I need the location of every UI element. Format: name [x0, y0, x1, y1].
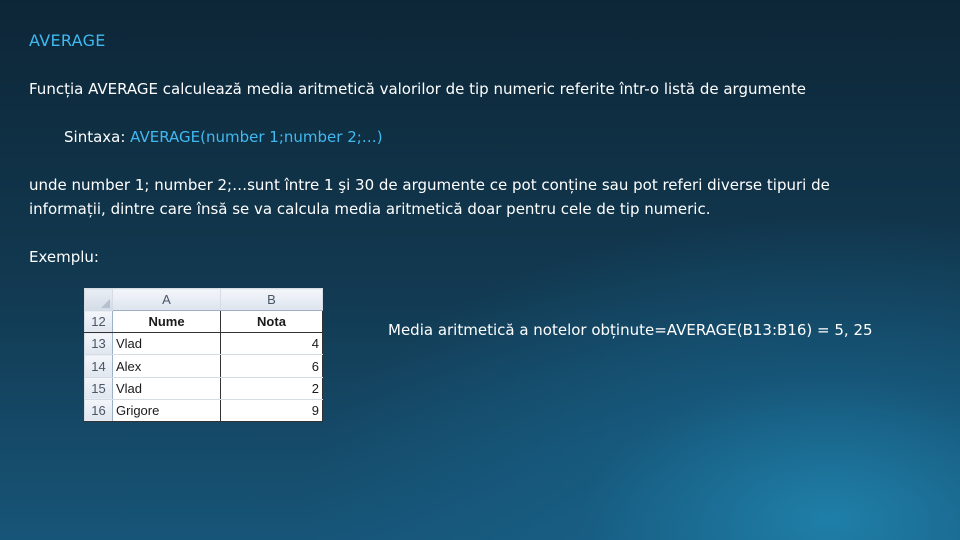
syntax-formula: AVERAGE(number 1;number 2;…) [130, 128, 383, 146]
row-number: 13 [85, 333, 113, 355]
row-number: 14 [85, 355, 113, 377]
average-result: Media aritmetică a notelor obținute=AVERAGE(B13:B16) = 5, 25 [388, 321, 873, 339]
cell-name: Vlad [113, 377, 221, 399]
cell-value: 2 [221, 377, 323, 399]
table-header-row [85, 311, 323, 333]
row-number: 15 [85, 377, 113, 399]
column-header-b: B [221, 289, 323, 311]
cell-value: 9 [221, 399, 323, 421]
header-cell-value: Nota [221, 311, 323, 333]
table-row [85, 333, 323, 355]
arguments-explanation: unde number 1; number 2;…sunt între 1 şi 30 de argumente ce pot conține sau pot referi diverse tipuri de informații, dintre care însă se va calcula media aritmetică doar pentru cele de tip numeric. [29, 176, 830, 218]
table-row [85, 399, 323, 421]
example-label: Exemplu: [29, 248, 99, 266]
table-row [85, 377, 323, 399]
slide-title: AVERAGE [29, 31, 106, 50]
select-all-corner [85, 289, 113, 311]
cell-name: Vlad [113, 333, 221, 355]
table-row [85, 355, 323, 377]
syntax-line [64, 125, 383, 149]
cell-value: 6 [221, 355, 323, 377]
syntax-label: Sintaxa: [64, 128, 131, 146]
spreadsheet-excerpt [84, 288, 323, 422]
cell-value: 4 [221, 333, 323, 355]
column-header-row [85, 289, 323, 311]
header-cell-name: Nume [113, 311, 221, 333]
cell-name: Grigore [113, 399, 221, 421]
row-number: 16 [85, 399, 113, 421]
cell-name: Alex [113, 355, 221, 377]
row-number: 12 [85, 311, 113, 333]
function-description: Funcția AVERAGE calculează media aritmetică valorilor de tip numeric referite într-o listă de argumente [29, 80, 806, 98]
column-header-a: A [113, 289, 221, 311]
